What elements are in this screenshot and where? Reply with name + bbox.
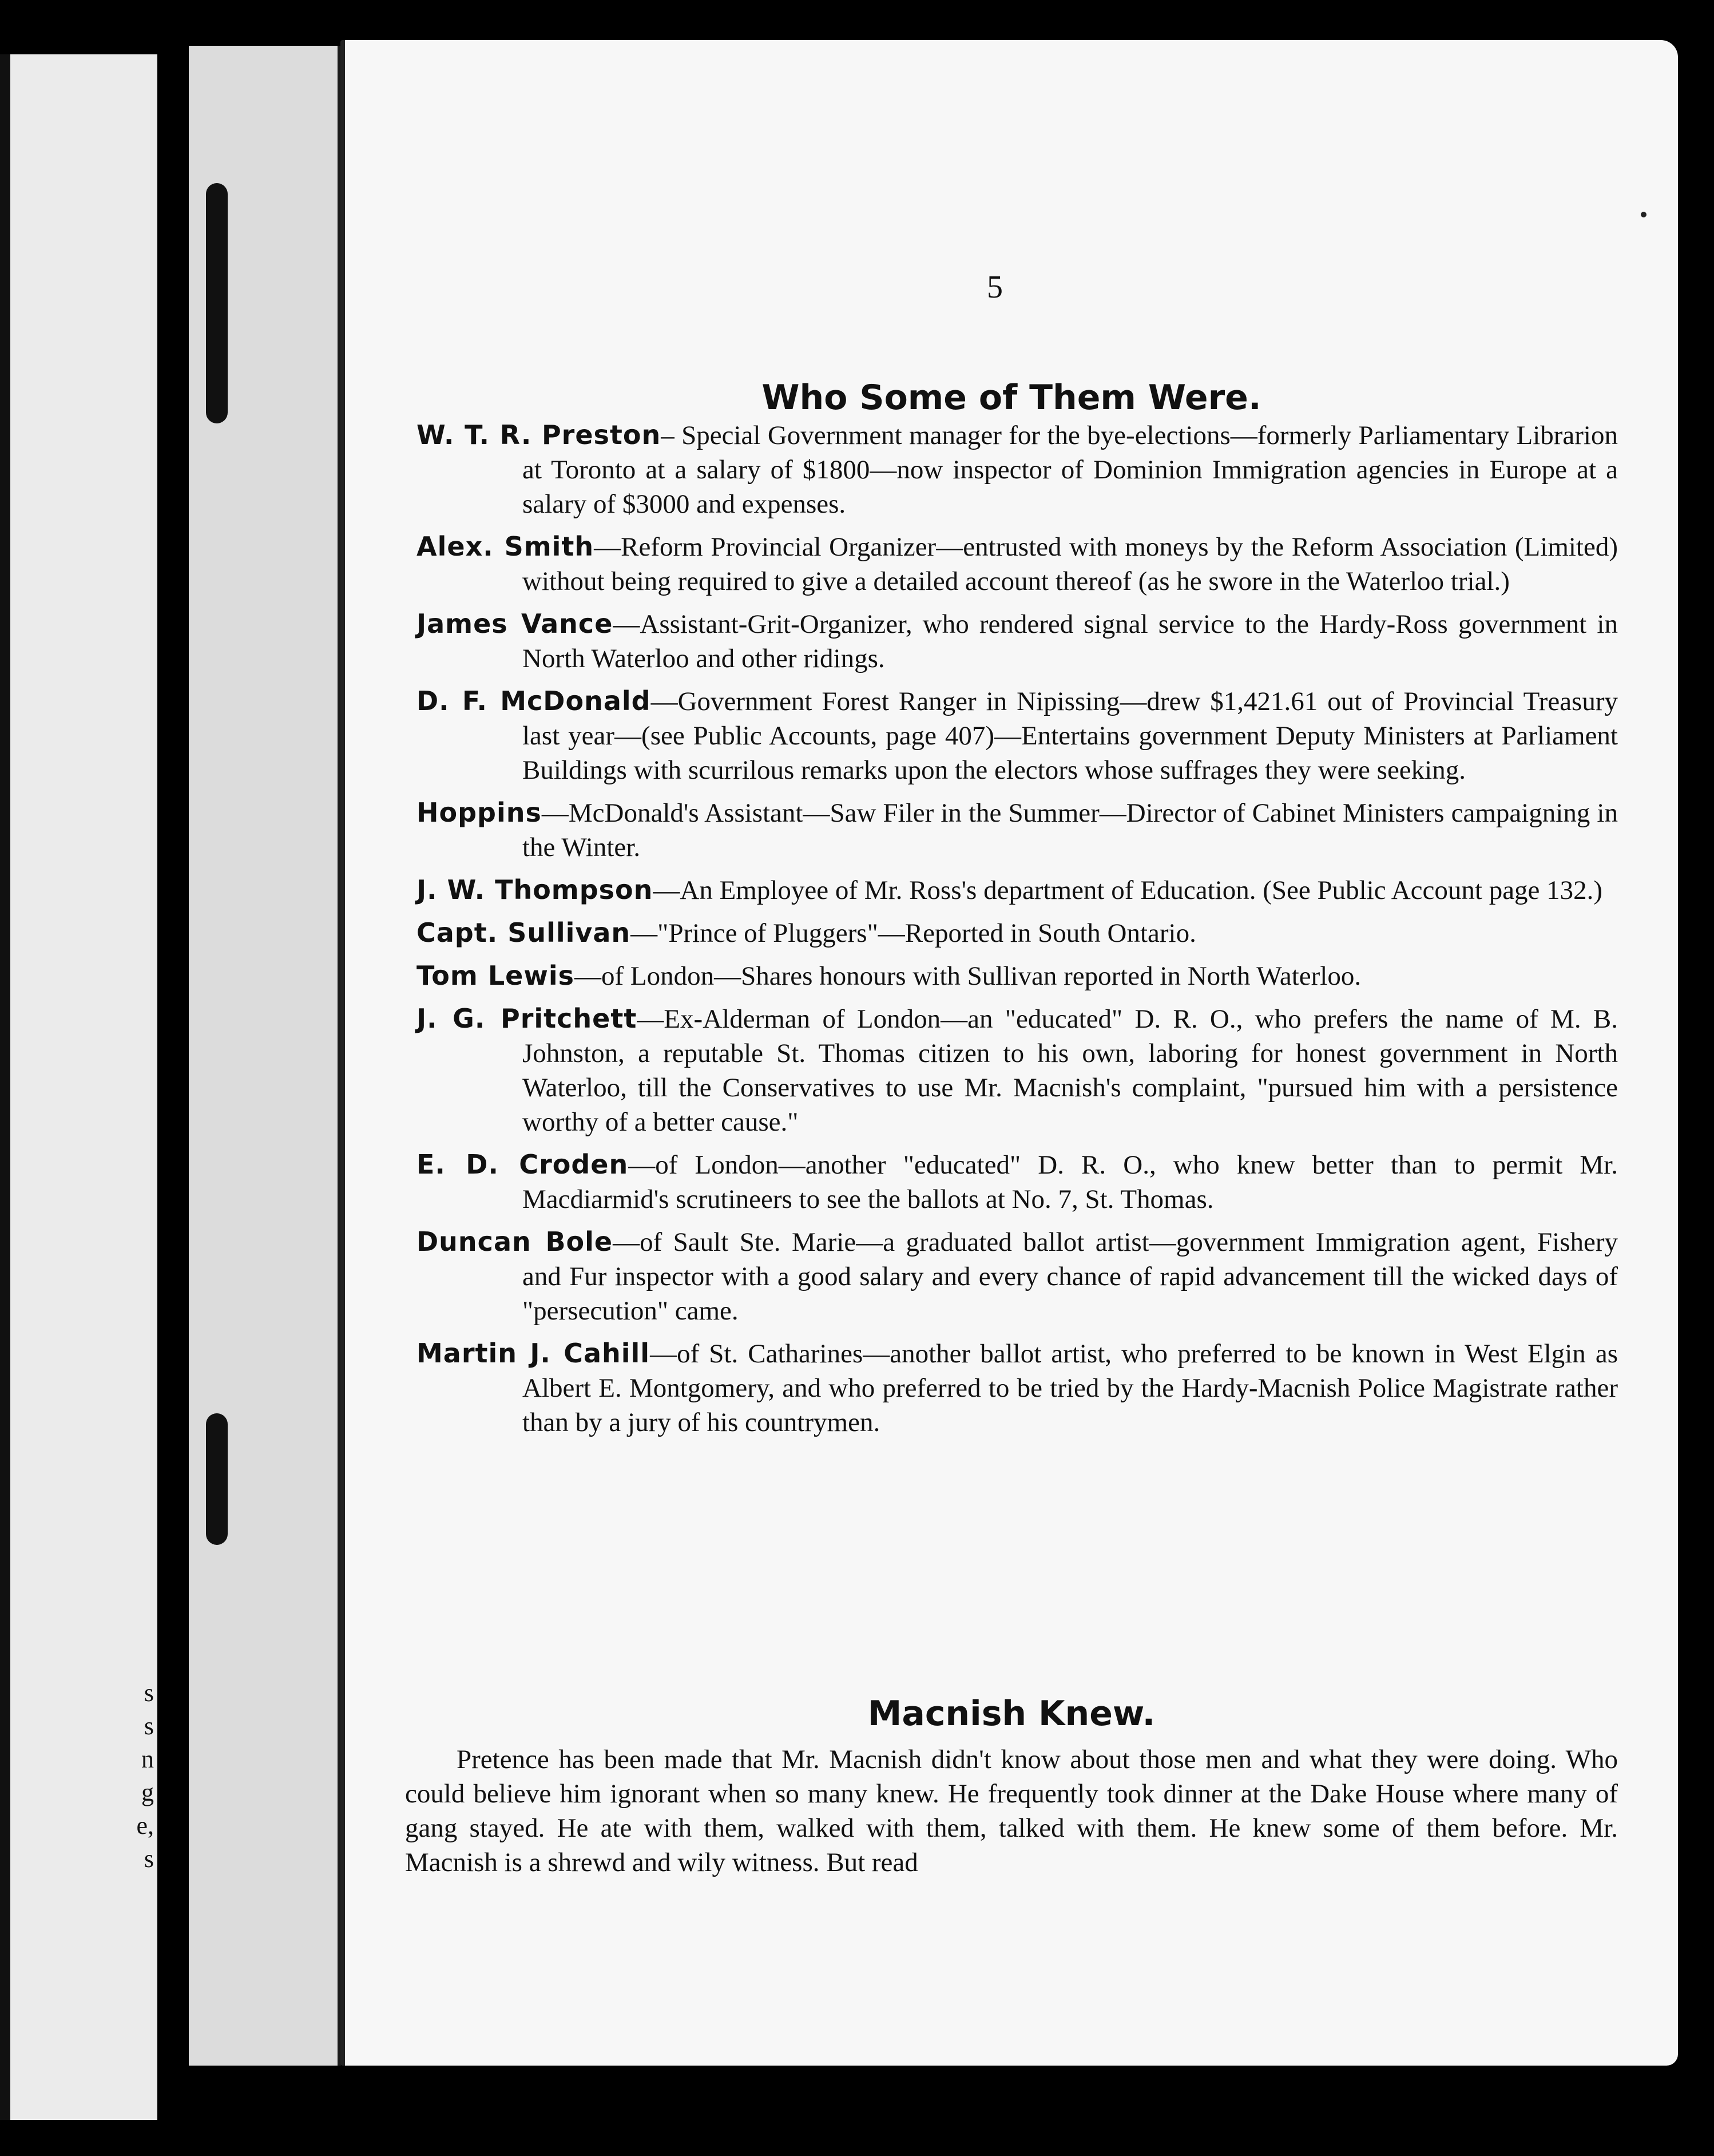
- subheading: Macnish Knew.: [867, 1694, 1156, 1734]
- section-heading: Who Some of Them Were.: [761, 378, 1261, 418]
- entry-name: Duncan Bole: [416, 1226, 613, 1257]
- book-gutter: [157, 0, 189, 2156]
- list-item: [416, 795, 1618, 865]
- entry-name: Alex. Smith: [416, 531, 594, 562]
- entry-text: —of Sault Ste. Marie—a graduated ballot artist—government Immigration agent, Fishery and Fur inspector with a good salary and every chance of rapid advancement till the wicked days of "persecution" came.: [522, 1227, 1618, 1326]
- print-speck: [1641, 212, 1646, 217]
- entry-name: Tom Lewis: [416, 960, 574, 991]
- entry-text: —Assistant-Grit-Organizer, who rendered signal service to the Hardy-Ross government in North Waterloo and other ridings.: [522, 609, 1618, 673]
- left-page-edge: [0, 54, 10, 2120]
- left-page-text: [136, 1677, 154, 1876]
- list-item: [416, 529, 1618, 599]
- entry-text: —of London—another "educated" D. R. O., who knew better than to permit Mr. Macdiarmid's scrutineers to see the ballots at No. 7, St. Thomas.: [522, 1150, 1618, 1214]
- left-page-line: n: [141, 1745, 154, 1773]
- entry-name: D. F. McDonald: [416, 685, 651, 716]
- list-item: [416, 915, 1618, 950]
- list-item: [416, 418, 1618, 521]
- entry-name: W. T. R. Preston: [416, 419, 661, 450]
- list-item: [416, 958, 1618, 993]
- binding-shadow: [206, 1413, 228, 1545]
- entry-name: Capt. Sullivan: [416, 917, 631, 948]
- list-item: [416, 1224, 1618, 1328]
- list-item: [416, 607, 1618, 676]
- entry-name: James Vance: [416, 608, 613, 639]
- entry-text: —of London—Shares honours with Sullivan reported in North Waterloo.: [574, 961, 1362, 991]
- binding-shadow: [206, 183, 228, 423]
- left-page-fragment: [0, 54, 157, 2120]
- document-page: [340, 40, 1678, 2066]
- entry-name: Hoppins: [416, 797, 542, 828]
- entry-name: J. G. Pritchett: [416, 1003, 637, 1034]
- entry-name: J. W. Thompson: [416, 874, 653, 905]
- list-item: [416, 1001, 1618, 1139]
- list-item: [416, 684, 1618, 787]
- entry-text: —"Prince of Pluggers"—Reported in South Ontario.: [630, 918, 1196, 948]
- left-page-line: g: [141, 1778, 154, 1806]
- list-item: [416, 873, 1618, 907]
- page-number: 5: [987, 270, 1003, 305]
- list-item: [416, 1336, 1618, 1440]
- entry-text: —of St. Catharines—another ballot artist, who preferred to be known in West Elgin as Albert E. Montgomery, and who preferred to be tried by the Hardy-Macnish Police Magistrate rather than by a jury of his countrymen.: [522, 1339, 1618, 1437]
- list-item: [416, 1147, 1618, 1216]
- left-page-line: e,: [136, 1812, 154, 1840]
- left-page-line: s: [144, 1712, 154, 1740]
- entry-name: Martin J. Cahill: [416, 1338, 650, 1369]
- entry-text: —Government Forest Ranger in Nipissing—drew $1,421.61 out of Provincial Treasury last year—(see Public Accounts, page 407)—Entertains government Deputy Ministers at Parliament Buildings with scurrilous remarks upon the electors whose suffrages they were seeking.: [522, 687, 1618, 785]
- entry-name: E. D. Croden: [416, 1149, 629, 1180]
- left-page-line: s: [144, 1845, 154, 1873]
- entry-text: —McDonald's Assistant—Saw Filer in the Summer—Director of Cabinet Ministers campaigning in the Winter.: [522, 798, 1618, 862]
- entry-text: —Reform Provincial Organizer—entrusted with moneys by the Reform Association (Limited) without being required to give a detailed account thereof (as he swore in the Waterloo trial.): [522, 532, 1618, 596]
- entry-list: [416, 418, 1618, 1448]
- entry-text: —An Employee of Mr. Ross's department of Education. (See Public Account page 132.): [653, 875, 1603, 905]
- entry-text: —Ex-Alderman of London—an "educated" D. R. O., who prefers the name of M. B. Johnston, a reputable St. Thomas citizen to his own, laboring for honest government in North Waterloo, till the Conservatives to use Mr. Macnish's complaint, "pursued him with a persistence worthy of a better cause.": [522, 1004, 1618, 1137]
- entry-text: – Special Government manager for the bye-elections—formerly Parliamentary Librarion at Toronto at a salary of $1800—now inspector of Dominion Immigration agencies in Europe at a salary of $3000 and expenses.: [522, 421, 1618, 519]
- left-page-line: s: [144, 1679, 154, 1707]
- body-paragraph: Pretence has been made that Mr. Macnish didn't know about those men and what they were doing. Who could believe him ignorant when so many knew. He frequently took dinner at the Dake House where many of gang stayed. He ate with them, walked with them, talked with them. He knew some of them before. Mr. Macnish is a shrewd and wily witness. But read: [405, 1745, 1618, 1877]
